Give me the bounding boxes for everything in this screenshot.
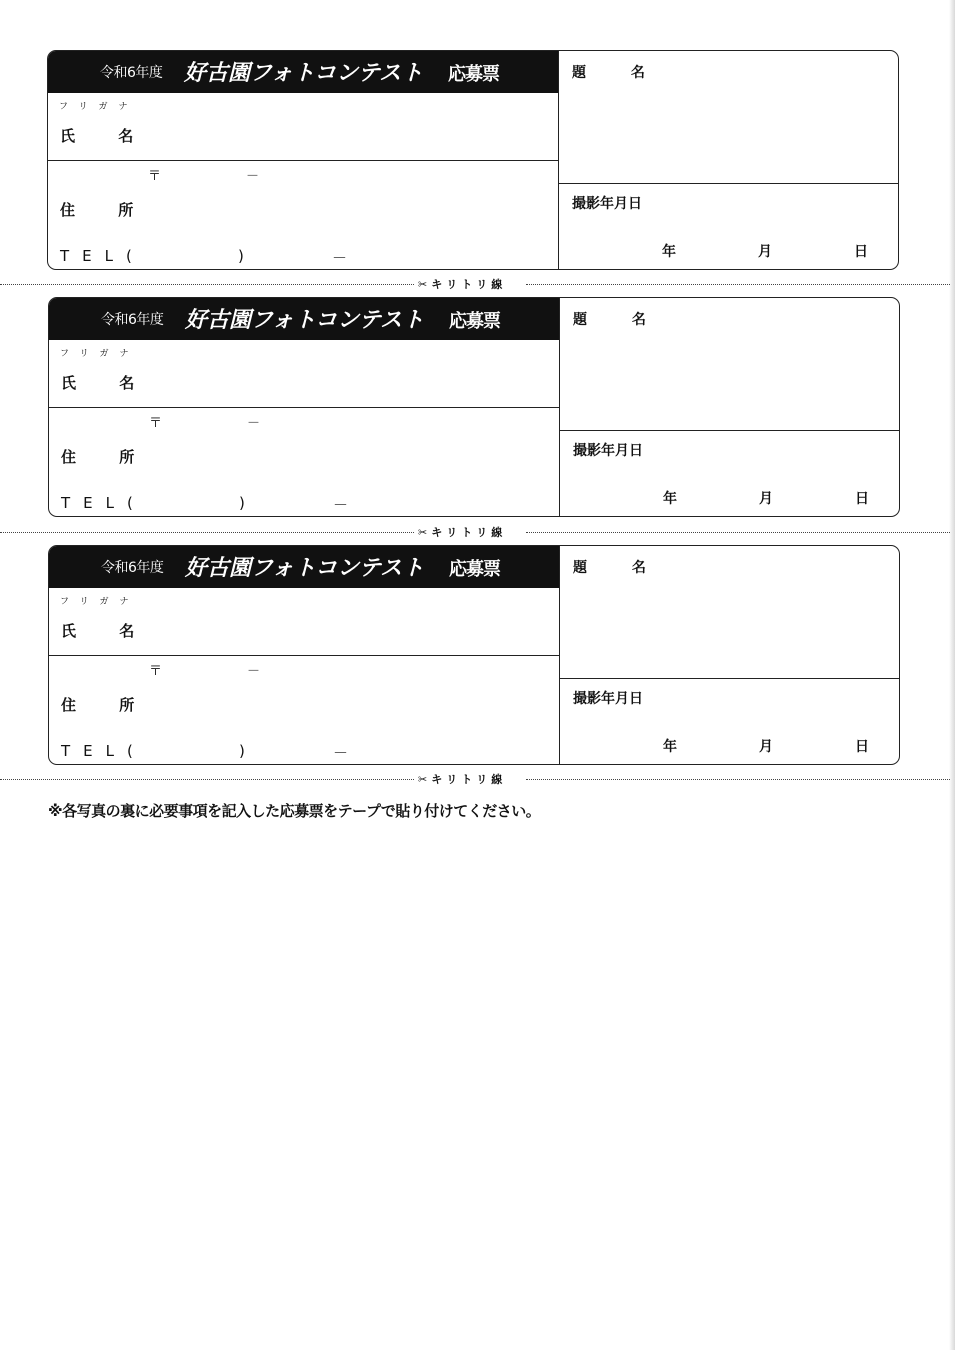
name-label: 氏 名 [60,127,134,145]
postal-mark: 〒 [149,664,163,679]
cut-line-dots-right [526,284,950,285]
cut-line-1 [0,276,950,292]
cut-line-text: ✂キリトリ線 [418,278,507,291]
divider-left [49,407,559,408]
shoot-date-label: 撮影年月日 [573,443,643,459]
header-title: 好古園フォトコンテスト [185,307,425,333]
header-title: 好古園フォトコンテスト [184,60,424,86]
cut-line-dots-right [526,779,950,780]
postal-dash: － [247,664,261,679]
divider-vertical [559,298,560,517]
cut-line-3 [0,771,950,787]
divider-left [49,655,559,656]
shoot-date-label: 撮影年月日 [573,691,643,707]
furigana-label: フリガナ [59,102,139,112]
entry-form-3 [48,545,900,765]
instruction-note: ※各写真の裏に必要事項を記入した応募票をテープで貼り付けてください。 [48,802,541,820]
shoot-date-label: 撮影年月日 [572,196,642,212]
photo-title-label: 題 名 [572,65,645,81]
postal-mark: 〒 [148,169,162,184]
header-year: 令和6年度 [101,560,164,576]
name-label: 氏 名 [61,374,135,392]
divider-vertical [559,546,560,765]
tel-dash: － [333,496,349,514]
postal-dash: － [246,169,260,184]
tel-label: TEL( [60,247,145,265]
day-unit: 日 [855,739,869,755]
address-label: 住 所 [60,201,134,219]
tel-close-paren: ) [239,494,245,512]
month-unit: 月 [759,739,773,755]
month-unit: 月 [759,491,773,507]
photo-title-label: 題 名 [573,312,646,328]
form-header [49,546,559,588]
furigana-label: フリガナ [60,349,140,359]
tel-close-paren: ) [239,742,245,760]
year-unit: 年 [662,244,676,260]
header-year: 令和6年度 [100,65,163,81]
cut-line-dots-left [0,532,414,533]
year-unit: 年 [663,491,677,507]
form-header [48,51,558,93]
photo-title-label: 題 名 [573,560,646,576]
tel-close-paren: ) [238,247,244,265]
tel-label: TEL( [61,742,146,760]
header-subtitle: 応募票 [449,311,500,332]
postal-dash: － [247,416,261,431]
tel-label: TEL( [61,494,146,512]
day-unit: 日 [854,244,868,260]
header-subtitle: 応募票 [449,559,500,580]
divider-right [559,430,900,431]
address-label: 住 所 [61,448,135,466]
header-title: 好古園フォトコンテスト [185,555,425,581]
entry-form-2 [48,297,900,517]
address-label: 住 所 [61,696,135,714]
cut-line-dots-right [526,532,950,533]
postal-mark: 〒 [149,416,163,431]
furigana-label: フリガナ [60,597,140,607]
cut-line-2 [0,524,950,540]
divider-right [559,678,900,679]
month-unit: 月 [758,244,772,260]
tel-dash: － [332,249,348,267]
header-subtitle: 応募票 [448,64,499,85]
cut-line-text: ✂キリトリ線 [418,773,507,786]
entry-form-1 [47,50,899,270]
cut-line-text: ✂キリトリ線 [418,526,507,539]
divider-right [558,183,899,184]
cut-line-dots-left [0,779,414,780]
day-unit: 日 [855,491,869,507]
cut-line-dots-left [0,284,414,285]
divider-left [48,160,558,161]
form-header [49,298,559,340]
divider-vertical [558,51,559,270]
name-label: 氏 名 [61,622,135,640]
page-edge-shadow [949,0,955,1350]
tel-dash: － [333,744,349,762]
header-year: 令和6年度 [101,312,164,328]
year-unit: 年 [663,739,677,755]
